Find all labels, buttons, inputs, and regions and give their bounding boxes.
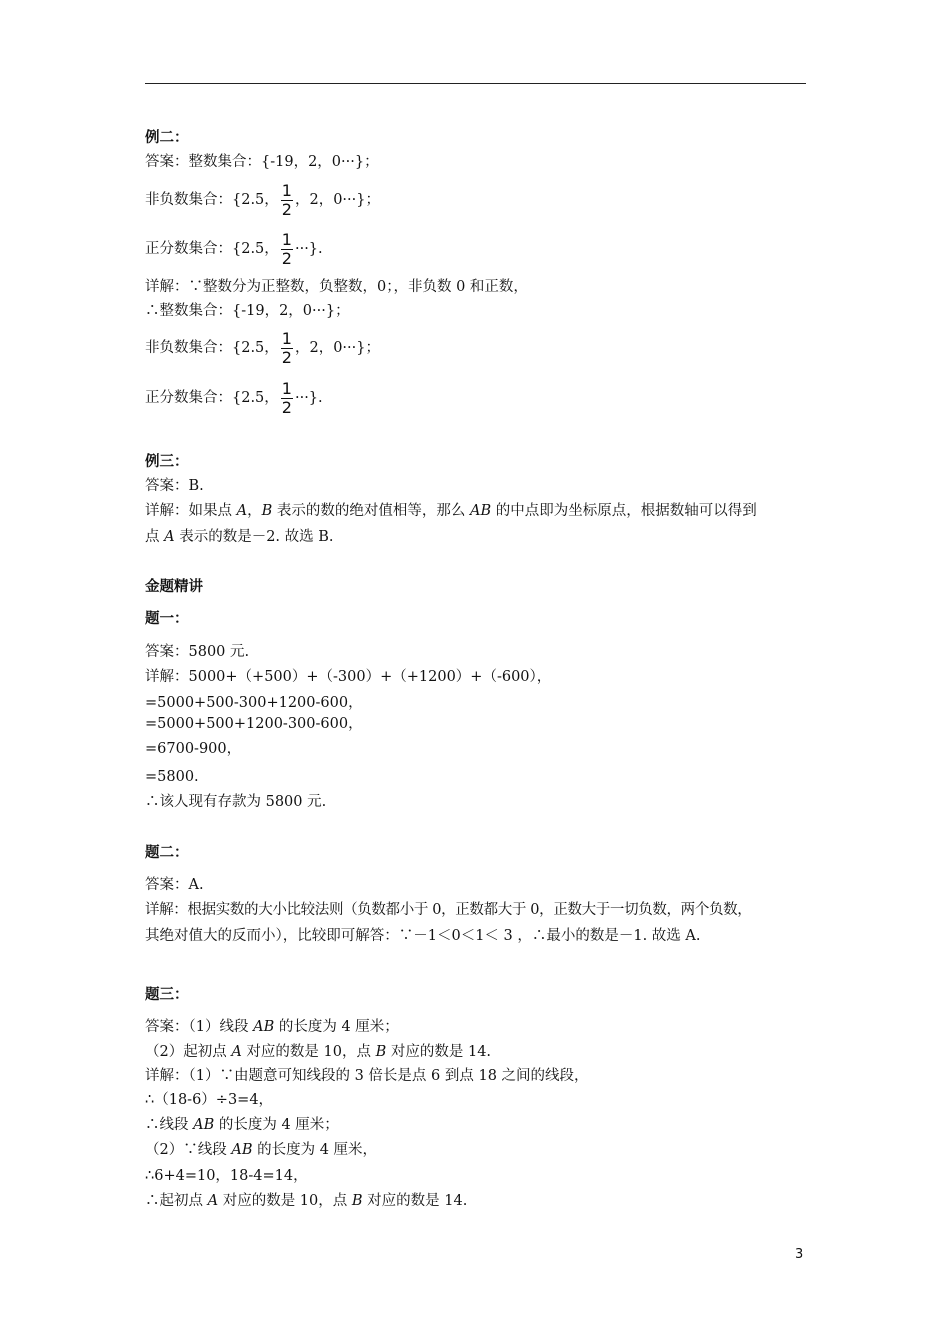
fraction-half: $\frac{1}{2}$ xyxy=(281,328,292,367)
q3-result1: ∴线段 AB 的长度为 4 厘米； xyxy=(145,1117,339,1133)
q3-calc1: ∴（18-6）÷3=4， xyxy=(145,1092,274,1108)
q1-step3: =6700-900， xyxy=(145,741,242,757)
posfrac-suffix: ···}. xyxy=(294,390,323,406)
q1-step1: =5000+500-300+1200-600， xyxy=(145,695,363,711)
q3-answer2: （2）起初点 A 对应的数是 10，点 B 对应的数是 14. xyxy=(145,1044,492,1060)
q2-heading: 题二： xyxy=(145,845,189,861)
q2-detail-line1: 详解：根据实数的大小比较法则（负数都小于 0，正数都大于 0，正数大于一切负数，两个负数， xyxy=(145,902,752,918)
example3-heading: 例三： xyxy=(145,454,189,470)
q3-detail1: 详解：（1）∵由题意可知线段的 3 倍长是点 6 到点 18 之间的线段， xyxy=(145,1068,589,1084)
example2-nonneg-set-2 xyxy=(145,326,380,370)
fraction-half: $\frac{1}{2}$ xyxy=(281,180,292,219)
nonneg-suffix: ，2，0···}； xyxy=(294,192,380,208)
page-number: 3 xyxy=(795,1247,804,1262)
example3-detail-line1: 详解：如果点 A，B 表示的数的绝对值相等，那么 AB 的中点即为坐标原点，根据数轴可以得到 xyxy=(145,503,757,519)
q2-detail-line2: 其绝对值大的反而小），比较即可解答：∵－1＜0＜1＜ 3 ，∴最小的数是－1. 故选 A. xyxy=(145,928,701,944)
example2-detail: 详解：∵整数分为正整数，负整数，0；，非负数 0 和正数， xyxy=(145,279,528,295)
q1-conclusion: ∴该人现有存款为 5800 元. xyxy=(145,794,327,810)
nonneg-prefix: 非负数集合：{2.5， xyxy=(145,340,279,356)
example3-detail-line2: 点 A 表示的数是－2. 故选 B. xyxy=(145,529,334,545)
q1-detail: 详解：5000+（+500）+（-300）+（+1200）+（-600）， xyxy=(145,669,552,685)
q1-step2: =5000+500+1200-300-600， xyxy=(145,716,363,732)
example2-nonneg-set xyxy=(145,178,380,222)
q1-answer: 答案：5800 元. xyxy=(145,644,250,660)
example2-therefore: ∴整数集合：{-19，2，0···}； xyxy=(145,303,350,319)
nonneg-prefix: 非负数集合：{2.5， xyxy=(145,192,279,208)
fraction-half: $\frac{1}{2}$ xyxy=(281,378,292,417)
posfrac-prefix: 正分数集合：{2.5， xyxy=(145,241,279,257)
example2-posfrac-set xyxy=(145,227,323,271)
q3-calc2: ∴6+4=10，18-4=14， xyxy=(145,1168,308,1184)
posfrac-prefix: 正分数集合：{2.5， xyxy=(145,390,279,406)
example3-answer: 答案：B. xyxy=(145,478,204,494)
q3-part2: （2）∵线段 AB 的长度为 4 厘米， xyxy=(145,1142,378,1158)
q3-result2: ∴起初点 A 对应的数是 10，点 B 对应的数是 14. xyxy=(145,1193,468,1209)
q3-heading: 题三： xyxy=(145,987,189,1003)
example2-posfrac-set-2 xyxy=(145,376,323,420)
example2-heading: 例二： xyxy=(145,130,189,146)
header-rule xyxy=(145,83,806,84)
q3-answer1: 答案：（1）线段 AB 的长度为 4 厘米； xyxy=(145,1019,399,1035)
nonneg-suffix: ，2，0···}； xyxy=(294,340,380,356)
posfrac-suffix: ···}. xyxy=(294,241,323,257)
q1-heading: 题一： xyxy=(145,611,189,627)
fraction-half: $\frac{1}{2}$ xyxy=(281,229,292,268)
example2-answer: 答案：整数集合：{-19，2，0···}； xyxy=(145,154,379,170)
q1-step4: =5800. xyxy=(145,769,199,785)
section-title: 金题精讲 xyxy=(145,579,203,595)
q2-answer: 答案：A. xyxy=(145,877,204,893)
